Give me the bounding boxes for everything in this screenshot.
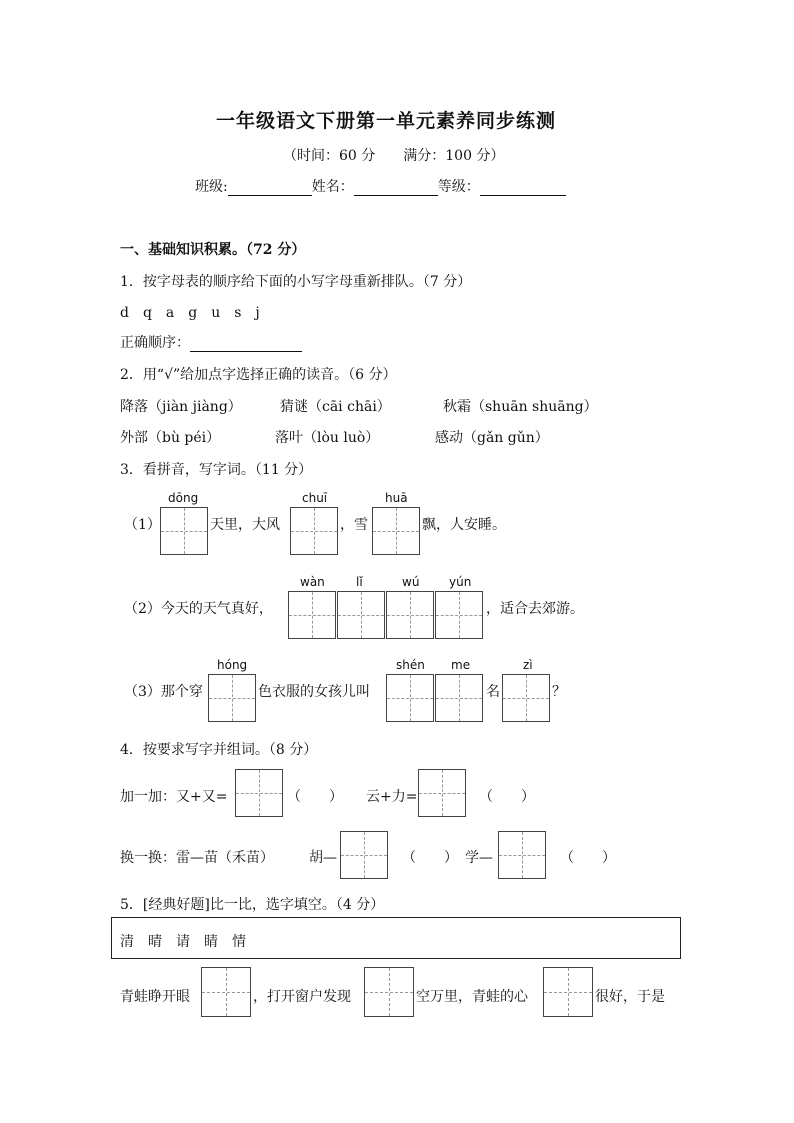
char-box[interactable] (543, 967, 593, 1017)
char-box[interactable] (337, 591, 385, 639)
pinyin: wàn (300, 575, 325, 589)
grade-field[interactable] (480, 181, 566, 196)
pinyin: shén (396, 658, 425, 672)
q3-s3-text: 色衣服的女孩儿叫 (258, 684, 370, 700)
name-field[interactable] (354, 181, 438, 196)
class-field[interactable] (228, 181, 312, 196)
q1-letters: d q a g u s j (120, 305, 260, 321)
char-box[interactable] (340, 831, 388, 879)
q4-paren[interactable]: （ ） (479, 789, 535, 805)
q3-s3-label: （3）那个穿 (124, 684, 203, 700)
q4-row2-label: 换一换：雷—苗（禾苗） (120, 850, 274, 866)
word-bank-text: 清 晴 请 睛 情 (120, 934, 246, 950)
char-box[interactable] (502, 674, 550, 722)
q1-answer-field[interactable] (190, 337, 302, 352)
q2-item: 感动（gǎn gǔn） (435, 430, 549, 446)
pinyin: lǐ (356, 575, 363, 589)
q3-prompt: 3．看拼音，写字词。（11 分） (120, 462, 313, 478)
q5-text: 很好，于是 (595, 989, 665, 1005)
q2-item: 落叶（lòu luò） (275, 430, 380, 446)
q3-s1-text: 天里，大风 (210, 517, 280, 533)
pinyin: wú (402, 575, 420, 589)
char-box[interactable] (386, 591, 434, 639)
q5-text: 空万里，青蛙的心 (416, 989, 528, 1005)
pinyin: me (451, 658, 471, 672)
q2-prompt: 2．用“√”给加点字选择正确的读音。（6 分） (120, 367, 397, 383)
q5-text: 青蛙睁开眼 (120, 989, 190, 1005)
q3-s1-label: （1） (124, 517, 161, 533)
q1-answer (120, 332, 302, 352)
pinyin: hóng (217, 658, 248, 672)
pinyin: chuī (302, 491, 328, 505)
char-box[interactable] (208, 674, 256, 722)
q1-answer-label: 正确顺序： (120, 335, 190, 351)
char-box[interactable] (435, 591, 483, 639)
q4-paren[interactable]: （ ） (287, 789, 343, 805)
q5-text: ，打开窗户发现 (253, 989, 351, 1005)
q1-prompt: 1．按字母表的顺序给下面的小写字母重新排队。（7 分） (120, 274, 472, 290)
q4-row1-mid: 云+力= (366, 789, 418, 805)
page-title: 一年级语文下册第一单元素养同步练测 (216, 110, 557, 132)
char-box[interactable] (435, 674, 483, 722)
char-box[interactable] (364, 967, 414, 1017)
q4-paren[interactable]: （ ） (560, 850, 616, 866)
info-line (195, 176, 566, 196)
q3-s3-text: 名 (486, 684, 500, 700)
q4-prompt: 4．按要求写字并组词。（8 分） (120, 742, 318, 758)
q3-s1-text: 飘，人安睡。 (422, 517, 506, 533)
word-bank (111, 917, 681, 959)
char-box[interactable] (498, 831, 546, 879)
q4-paren[interactable]: （ ） (402, 850, 458, 866)
pinyin: yún (449, 575, 472, 589)
pinyin: dōng (168, 491, 199, 505)
time-score: （时间：60 分 满分：100 分） (283, 148, 505, 164)
name-label: 姓名： (311, 179, 354, 195)
q3-s2-text: ，适合去郊游。 (486, 601, 584, 617)
char-box[interactable] (372, 507, 420, 555)
q4-row1-label: 加一加：又+又= (120, 789, 228, 805)
q3-s2-label: （2）今天的天气真好， (124, 601, 273, 617)
char-box[interactable] (201, 967, 251, 1017)
q2-item: 降落（jiàn jiàng） (120, 399, 242, 415)
q2-item: 秋霜（shuān shuāng） (443, 399, 598, 415)
char-box[interactable] (235, 769, 283, 817)
section-title: 一、基础知识积累。（72 分） (120, 242, 306, 258)
q4-row2-b: 学— (465, 850, 493, 866)
q3-s1-text: ，雪 (340, 517, 368, 533)
char-box[interactable] (418, 769, 466, 817)
char-box[interactable] (386, 674, 434, 722)
char-box[interactable] (160, 507, 208, 555)
q2-item: 外部（bù péi） (120, 430, 221, 446)
char-box[interactable] (290, 507, 338, 555)
q3-s3-text: ？ (552, 684, 566, 700)
class-label: 班级: (195, 179, 228, 195)
q5-prompt: 5．[经典好题]比一比，选字填空。（4 分） (120, 897, 385, 913)
pinyin: zì (523, 658, 533, 672)
grade-label: 等级： (437, 179, 480, 195)
q4-row2-a: 胡— (309, 850, 337, 866)
pinyin: huā (385, 491, 408, 505)
char-box[interactable] (288, 591, 336, 639)
q2-item: 猜谜（cāi chāi） (280, 399, 391, 415)
